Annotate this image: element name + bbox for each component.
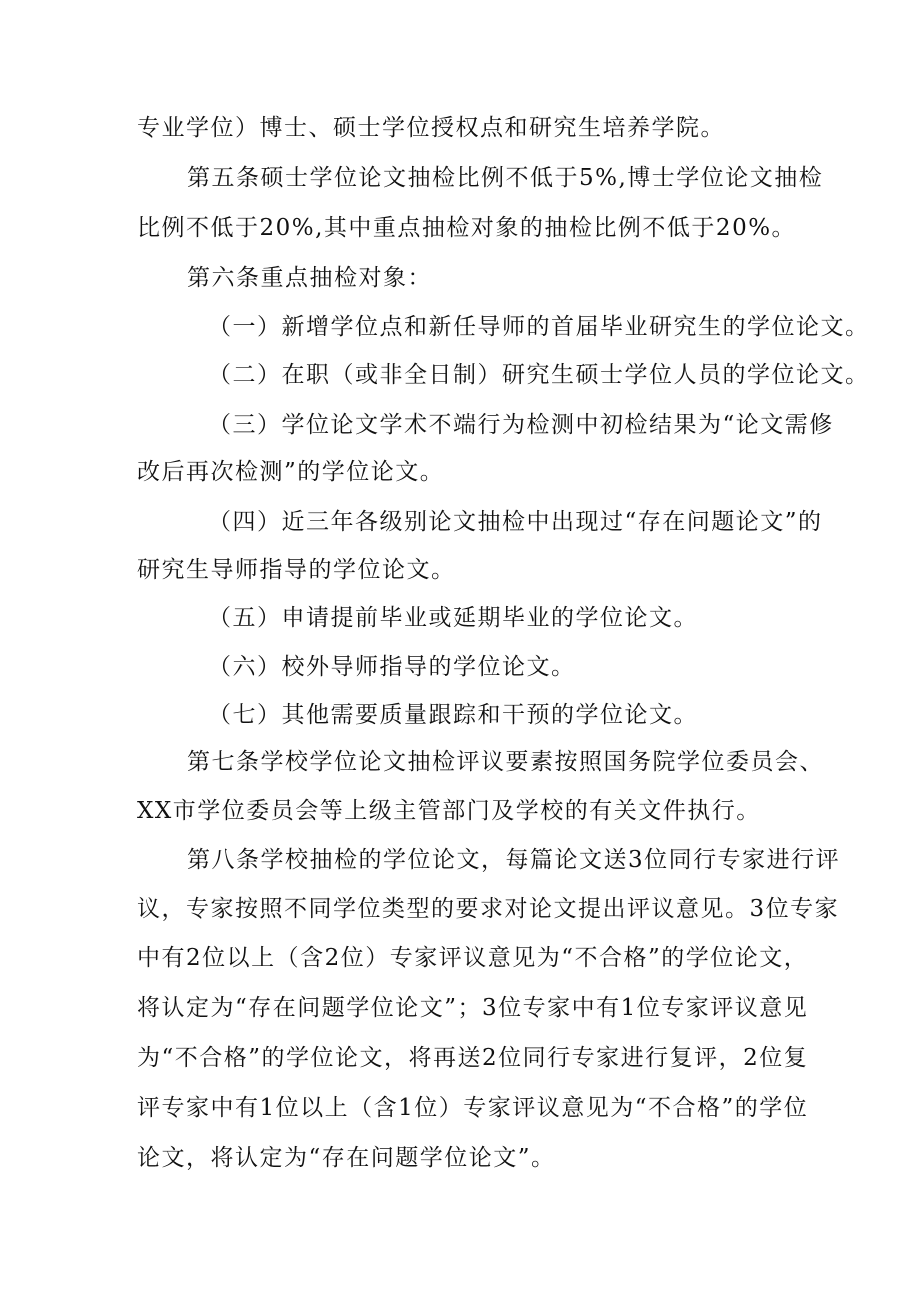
text-line: 研究生导师指导的学位论文。 — [137, 557, 456, 583]
text-line: 论文，将认定为“存在问题学位论文”。 — [137, 1145, 556, 1171]
article-8-line: 第八条学校抽检的学位论文，每篇论文送3位同行专家进行评 — [187, 847, 841, 873]
list-item: （一）新增学位点和新任导师的首届毕业研究生的学位论文。 — [208, 314, 870, 340]
article-6-heading: 第六条重点抽检对象： — [187, 265, 432, 291]
text-line: 中有2位以上（含2位）专家评议意见为“不合格”的学位论文， — [137, 945, 809, 971]
text-line: 评专家中有1位以上（含1位）专家评议意见为“不合格”的学位 — [137, 1095, 809, 1121]
list-item: （七）其他需要质量跟踪和干预的学位论文。 — [208, 702, 698, 728]
list-item: （五）申请提前毕业或延期毕业的学位论文。 — [208, 605, 698, 631]
text-line: 专业学位）博士、硕士学位授权点和研究生培养学院。 — [137, 115, 725, 141]
article-7-line: 第七条学校学位论文抽检评议要素按照国务院学位委员会、 — [187, 749, 824, 775]
list-item: （二）在职（或非全日制）研究生硕士学位人员的学位论文。 — [208, 362, 870, 388]
text-line: 比例不低于20%,其中重点抽检对象的抽检比例不低于20%。 — [137, 215, 797, 241]
text-line: XX市学位委员会等上级主管部门及学校的有关文件执行。 — [137, 798, 761, 824]
list-item: （四）近三年各级别论文抽检中出现过“存在问题论文”的 — [208, 509, 823, 535]
text-line: 将认定为“存在问题学位论文”；3位专家中有1位专家评议意见 — [137, 995, 809, 1021]
list-item: （六）校外导师指导的学位论文。 — [208, 654, 576, 680]
text-line: 为“不合格”的学位论文，将再送2位同行专家进行复评，2位复 — [137, 1045, 809, 1071]
text-line: 议，专家按照不同学位类型的要求对论文提出评议意见。3位专家 — [137, 896, 840, 922]
article-5-line: 第五条硕士学位论文抽检比例不低于5%,博士学位论文抽检 — [187, 165, 824, 191]
list-item: （三）学位论文学术不端行为检测中初检结果为“论文需修 — [208, 412, 834, 438]
text-line: 改后再次检测”的学位论文。 — [137, 459, 445, 485]
